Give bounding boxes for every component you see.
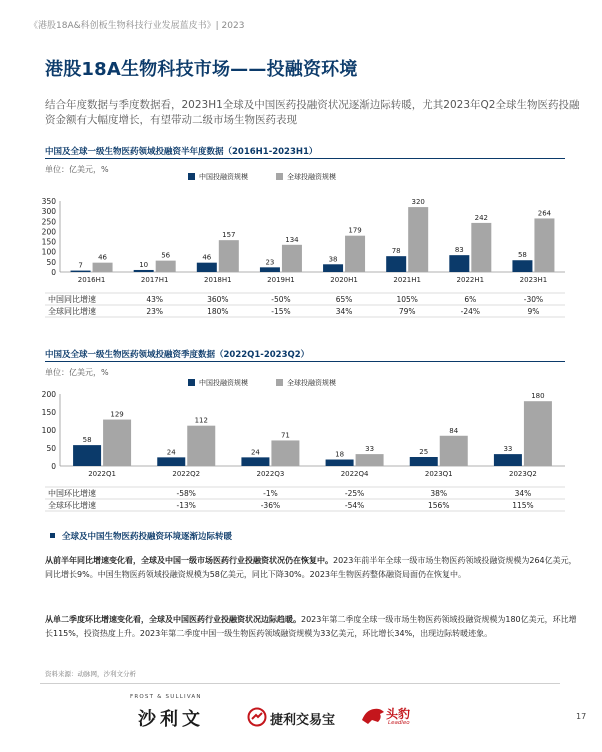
chart1-bar-global-4 — [345, 236, 365, 272]
chart2-legend-label-0: 中国投融资规模 — [199, 379, 248, 387]
chart2-table-cell-0-2: -1% — [263, 489, 278, 498]
chart2-bar-global-0 — [103, 420, 131, 466]
chart1-table-cell-0-7: -30% — [523, 295, 544, 304]
page-title: 港股18A生物科技市场——投融资环境 — [45, 59, 358, 80]
bullet-square-icon — [50, 533, 55, 538]
chart1-ytick-4: 150 — [41, 237, 56, 247]
leadleo-logo-text: Leadleo — [388, 720, 410, 726]
chart1-svg — [40, 168, 570, 320]
chart1-label-global-0: 46 — [98, 253, 108, 262]
chart2-table-row-label-1: 全球环比增速 — [48, 501, 96, 510]
chart2-bar-china-1 — [157, 457, 185, 466]
chart2-xtick-2: 2022Q3 — [256, 470, 285, 478]
footer-rule — [40, 683, 560, 684]
chart2-table-cell-1-4: 156% — [428, 501, 450, 510]
chart2-label-china-3: 18 — [335, 450, 345, 459]
chart2-bar-global-4 — [440, 436, 468, 466]
chart1-label-global-6: 242 — [474, 213, 488, 222]
chart2-table-row-label-0: 中国环比增速 — [48, 489, 96, 498]
chart2-title-rule — [45, 361, 565, 362]
jieli-logo: 捷利交易宝 — [270, 713, 336, 728]
chart2-xtick-3: 2022Q4 — [340, 470, 369, 478]
chart2-legend-swatch-1 — [276, 379, 283, 386]
chart1-table-cell-0-4: 65% — [335, 295, 353, 304]
chart1-ytick-0: 350 — [41, 197, 56, 206]
chart2-legend-label-1: 全球投融资规模 — [287, 379, 336, 387]
chart1-label-china-6: 83 — [454, 246, 464, 255]
chart2-label-global-3: 33 — [365, 445, 375, 454]
chart1-table-cell-1-5: 79% — [398, 307, 416, 316]
chart1-table-cell-0-1: 43% — [146, 295, 164, 304]
chart1-label-china-1: 10 — [139, 260, 149, 269]
chart1-table-cell-0-3: -50% — [271, 295, 291, 304]
jieli-logo-icon — [247, 707, 267, 727]
chart2-label-global-2: 71 — [280, 431, 290, 440]
chart1-bar-china-3 — [260, 267, 280, 272]
chart2-label-china-0: 58 — [82, 436, 92, 445]
chart1-label-china-5: 78 — [391, 247, 401, 256]
chart2-table-cell-1-5: 115% — [512, 501, 534, 510]
chart2-table-cell-1-2: -36% — [260, 501, 281, 510]
chart2-legend-swatch-0 — [188, 379, 195, 386]
chart1-bar-global-2 — [219, 240, 239, 272]
chart2-ytick-3: 50 — [46, 444, 56, 453]
chart2-bar-china-2 — [241, 457, 269, 466]
chart1-bar-china-5 — [386, 256, 406, 272]
chart1-label-china-0: 7 — [78, 261, 83, 270]
chart2-bar-china-0 — [73, 445, 101, 466]
chart2-xtick-5: 2023Q2 — [509, 470, 537, 478]
chart2-label-global-5: 180 — [531, 392, 545, 401]
chart2-bar-china-3 — [326, 460, 354, 466]
chart2-table-cell-1-1: -13% — [176, 501, 196, 510]
chart1-label-global-5: 320 — [411, 198, 425, 207]
chart2-label-china-2: 24 — [250, 448, 260, 457]
chart1-bar-china-0 — [71, 271, 91, 272]
paragraph-1 — [45, 554, 580, 581]
section-heading: 全球及中国生物医药投融资环境逐渐边际转暖 — [62, 532, 233, 542]
chart1-table-cell-1-1: 23% — [146, 307, 164, 316]
chart1-table-cell-0-2: 360% — [207, 295, 229, 304]
chart2-bar-global-2 — [271, 440, 299, 466]
chart1-legend-label-0: 中国投融资规模 — [199, 173, 248, 181]
chart2-ytick-2: 100 — [41, 426, 56, 435]
chart1-table-cell-1-3: -15% — [271, 307, 291, 316]
chart2-xtick-0: 2022Q1 — [88, 470, 116, 478]
chart2-label-global-4: 84 — [449, 426, 459, 435]
chart1-label-global-1: 56 — [161, 251, 171, 260]
chart2-bar-global-3 — [356, 454, 384, 466]
chart1-label-china-3: 23 — [265, 258, 275, 267]
paragraph-1-text: 2023年前半年全球一级市场生物医药领域投融资规模为264亿美元，同比增长9%。中国生物医药领域投融资规模为58亿美元，同比下降30%。2023年生物医药整体融资局面仍在恢复中。 — [45, 556, 577, 579]
chart1-xtick-5: 2021H1 — [393, 276, 421, 284]
chart1-xtick-6: 2022H1 — [456, 276, 485, 284]
chart2-unit: 单位：亿美元，% — [45, 368, 109, 377]
chart2-table-cell-0-3: -25% — [344, 489, 365, 498]
chart2-bar-global-1 — [187, 426, 215, 466]
paragraph-2-bold: 从单二季度环比增速变化看，全球及中国医药行业投融资状况边际趋暖。 — [45, 615, 301, 624]
chart1-bar-global-0 — [93, 263, 113, 272]
chart1-bar-china-4 — [323, 264, 343, 272]
chart1-table-cell-1-2: 180% — [207, 307, 229, 316]
chart1-legend-swatch-0 — [188, 173, 195, 180]
chart2-table-cell-0-5: 34% — [514, 489, 532, 498]
chart2-xtick-1: 2022Q2 — [172, 470, 201, 478]
chart1-table-cell-0-5: 105% — [396, 295, 418, 304]
chart1-xtick-7: 2023H1 — [519, 276, 548, 284]
chart2-table-cell-0-4: 38% — [430, 489, 448, 498]
chart1-bar-china-6 — [449, 255, 469, 272]
chart1-label-china-4: 38 — [328, 255, 338, 264]
chart1-ytick-5: 100 — [41, 247, 56, 257]
chart1-bar-global-5 — [408, 207, 428, 272]
chart2-label-china-1: 24 — [166, 448, 176, 457]
chart1-ytick-2: 250 — [41, 217, 56, 227]
chart1-title: 中国及全球一级生物医药领域投融资半年度数据（2016H1-2023H1） — [45, 147, 318, 157]
chart1-label-global-3: 134 — [285, 235, 299, 244]
chart1-bar-china-1 — [134, 270, 154, 272]
chart1-bar-china-2 — [197, 263, 217, 272]
chart1-label-global-4: 179 — [348, 226, 362, 235]
chart2-title: 中国及全球一级生物医药领域投融资季度数据（2022Q1-2023Q2） — [45, 350, 310, 360]
chart1-xtick-4: 2020H1 — [330, 276, 358, 284]
chart1-ytick-7: 0 — [51, 268, 56, 277]
chart2-label-global-0: 129 — [110, 410, 124, 419]
chart1-xtick-3: 2019H1 — [267, 276, 295, 284]
chart1-label-global-2: 157 — [222, 231, 236, 240]
chart1-bar-global-1 — [156, 261, 176, 272]
chart1-label-china-7: 58 — [517, 251, 527, 260]
chart1-bar-china-7 — [512, 260, 532, 272]
chart2-table-cell-1-3: -54% — [344, 501, 365, 510]
intro-text: 结合年度数据与季度数据看，2023H1全球及中国医药投融资状况逐渐边际转暖，尤其2023年Q2全球生物医药投融资金额有大幅度增长，有望带动二级市场生物医药表现 — [45, 99, 580, 126]
paragraph-2-text: 2023年第二季度全球一级市场生物医药领域投融资规模为180亿美元，环比增长115%，投资热度上升。2023年第二季度中国一级生物医药领域融资规模为33亿美元，环比增长34%，出现边际转暖迹象。 — [45, 615, 577, 638]
chart2-label-global-1: 112 — [194, 416, 208, 425]
leopard-logo-icon — [360, 704, 386, 726]
chart1-table-row-label-0: 中国同比增速 — [48, 295, 96, 304]
chart2-table-cell-0-1: -58% — [176, 489, 196, 498]
chart1-xtick-2: 2018H1 — [204, 276, 232, 284]
chart1-label-global-7: 264 — [537, 209, 552, 218]
chart1-legend-swatch-1 — [276, 173, 283, 180]
toubao-logo: 头豹 — [386, 707, 411, 721]
chart2-bar-china-5 — [494, 454, 522, 466]
chart2-svg — [40, 374, 570, 516]
sha-li-wen-logo: 沙利文 — [138, 709, 204, 730]
frost-sullivan-logo-text: FROST & SULLIVAN — [130, 694, 202, 700]
chart1-label-china-2: 46 — [202, 253, 212, 262]
chart1-table-cell-1-7: 9% — [527, 307, 540, 316]
chart2-bar-china-4 — [410, 457, 438, 466]
paragraph-1-bold: 从前半年同比增速变化看，全球及中国一级市场医药行业投融资状况仍在恢复中。 — [45, 556, 333, 565]
chart1-bar-global-6 — [471, 223, 491, 272]
chart2-ytick-4: 0 — [51, 462, 56, 471]
chart1-ytick-1: 300 — [41, 207, 56, 217]
chart1-bar-global-7 — [534, 218, 554, 272]
page-number: 17 — [576, 712, 587, 721]
chart2-label-china-4: 25 — [419, 448, 429, 456]
chart1-unit: 单位：亿美元，% — [45, 165, 109, 174]
chart2-bar-global-5 — [524, 401, 552, 466]
chart1-ytick-3: 200 — [41, 227, 56, 237]
chart1-xtick-1: 2017H1 — [140, 276, 169, 284]
chart2-ytick-0: 200 — [41, 390, 56, 399]
chart1-xtick-0: 2016H1 — [77, 276, 106, 284]
chart1-table-row-label-1: 全球同比增速 — [48, 307, 96, 316]
chart1-ytick-6: 50 — [46, 257, 56, 267]
chart1-table-cell-1-4: 34% — [335, 307, 353, 316]
report-header: 《港股18A&科创板生物科技行业发展蓝皮书》| 2023 — [29, 21, 245, 31]
chart2-label-china-5: 33 — [503, 445, 513, 454]
chart1-title-rule — [45, 158, 565, 159]
paragraph-2 — [45, 613, 580, 640]
chart1-table-cell-1-6: -24% — [460, 307, 481, 316]
source-note: 资料来源：动脉网，沙利文分析 — [45, 670, 136, 678]
chart1-table-cell-0-6: 6% — [464, 295, 477, 304]
chart1-legend-label-1: 全球投融资规模 — [287, 173, 336, 181]
chart2-xtick-4: 2023Q1 — [424, 470, 453, 478]
chart2-ytick-1: 150 — [41, 408, 56, 417]
chart1-bar-global-3 — [282, 245, 302, 272]
